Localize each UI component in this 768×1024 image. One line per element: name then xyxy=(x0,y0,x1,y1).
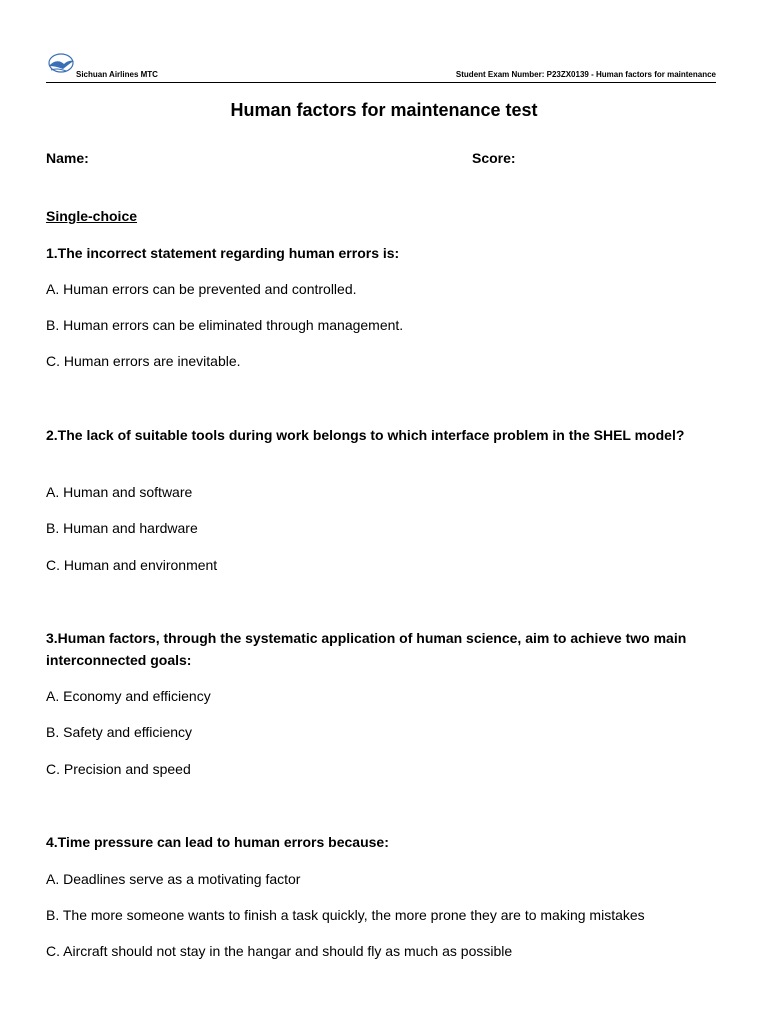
page-header xyxy=(46,52,716,83)
question-2-option-a: A. Human and software xyxy=(46,484,193,500)
question-4-option-c: C. Aircraft should not stay in the hangar and should fly as much as possible xyxy=(46,943,513,959)
page-title: Human factors for maintenance test xyxy=(230,100,538,120)
question-4-option-a: A. Deadlines serve as a motivating factor xyxy=(46,871,301,887)
question-1-option-a: A. Human errors can be prevented and controlled. xyxy=(46,281,357,297)
question-4-option-b: B. The more someone wants to finish a task quickly, the more prone they are to making mistakes xyxy=(46,907,645,923)
score-label: Score: xyxy=(472,150,516,166)
question-3-option-c: C. Precision and speed xyxy=(46,761,191,777)
question-4: 4.Time pressure can lead to human errors because: xyxy=(46,834,389,850)
name-label: Name: xyxy=(46,150,89,166)
exam-info: Student Exam Number: P23ZX0139 - Human factors for maintenance xyxy=(455,70,716,79)
question-3-option-b: B. Safety and efficiency xyxy=(46,724,193,740)
question-1-option-c: C. Human errors are inevitable. xyxy=(46,353,241,369)
question-1: 1.The incorrect statement regarding human errors is: xyxy=(46,245,400,261)
question-3-option-a: A. Economy and efficiency xyxy=(46,688,211,704)
airline-bird-logo-icon xyxy=(46,52,76,78)
question-3: 3.Human factors, through the systematic application of human science, aim to achieve two main interconnected goals: xyxy=(46,630,687,668)
question-2: 2.The lack of suitable tools during work belongs to which interface problem in the SHEL model? xyxy=(46,427,685,443)
question-2-option-b: B. Human and hardware xyxy=(46,520,198,536)
section-heading: Single-choice xyxy=(46,208,138,224)
question-2-option-c: C. Human and environment xyxy=(46,557,218,573)
question-1-option-b: B. Human errors can be eliminated through management. xyxy=(46,317,404,333)
company-name: Sichuan Airlines MTC xyxy=(76,70,158,79)
